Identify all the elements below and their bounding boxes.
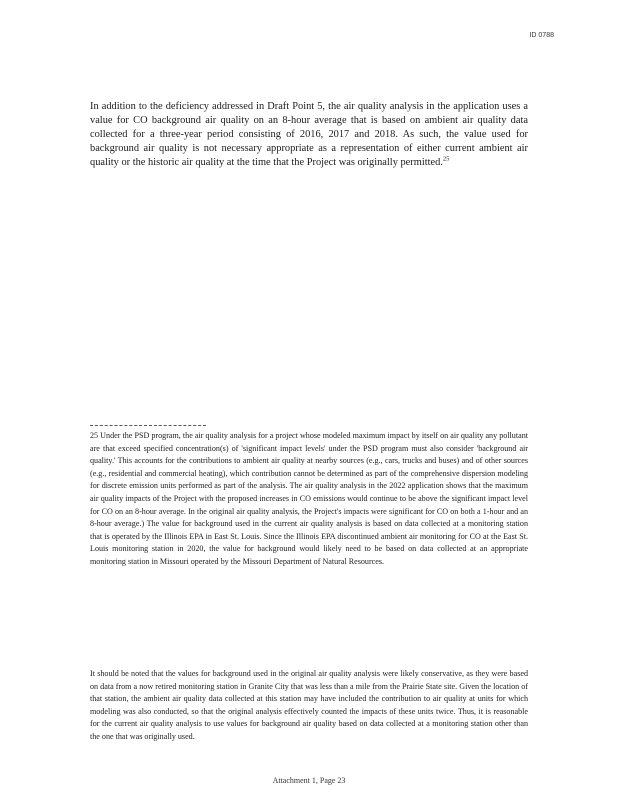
- footnote-25: 25 Under the PSD program, the air quality analysis for a project whose modeled maximum impact by itself on air quality any pollutant are that exceed specified concentration(s) of 'significant impact levels' under the PSD program must also consider 'background air quality.' This accounts for the contributions to ambient air quality at nearby sources (e.g., cars, trucks and buses) and of other sources (e.g., residential and commercial heating), which contribution cannot be determined as part of the comprehensive dispersion modeling for discrete emission units performed as part of the analysis. The air quality analysis in the 2022 application shows that the maximum air quality impacts of the Project with the proposed increases in CO emissions would continue to be above the significant impact level for CO on an 8-hour average. In the original air quality analysis, the Project's impacts were significant for CO on both a 1-hour and an 8-hour average.) The value for background used in the current air quality analysis is based on data collected at a monitoring station that is operated by the Illinois EPA in East St. Louis. Since the Illinois EPA discontinued ambient air monitoring for CO at the East St. Louis monitoring station in 2020, the value for background would likely need to be based on data collected at an appropriate monitoring station in Missouri operated by the Missouri Department of Natural Resources.: [90, 431, 528, 566]
- main-paragraph: [90, 100, 528, 170]
- page-footer: Attachment 1, Page 23: [272, 776, 346, 785]
- main-paragraph-text: In addition to the deficiency addressed in Draft Point 5, the air quality analysis in the application uses a value for CO background air quality on an 8-hour average that is based on ambient air quality data collected for a three-year period consisting of 2016, 2017 and 2018. As such, the value used for background air quality is not necessary appropriate as a representation of either current ambient air quality or the historic air quality at the time that the Project was originally permitted.: [90, 101, 528, 168]
- footnote-separator: [90, 425, 206, 426]
- footnote-reference: 25: [442, 155, 450, 163]
- document-id: ID 0788: [529, 32, 554, 39]
- footnote-continuation: It should be noted that the values for background used in the original air quality analysis were likely conservative, as they were based on data from a now retired monitoring station in Granite City that was less than a mile from the Prairie State site. Given the location of that station, the ambient air quality data collected at this station may have included the contribution to air quality at units for which modeling was also conducted, so that the original analysis effectively counted the impacts of these units twice. Thus, it is reasonable for the current air quality analysis to use values for background air quality based on data collected at a monitoring station other than the one that was originally used.: [90, 669, 528, 741]
